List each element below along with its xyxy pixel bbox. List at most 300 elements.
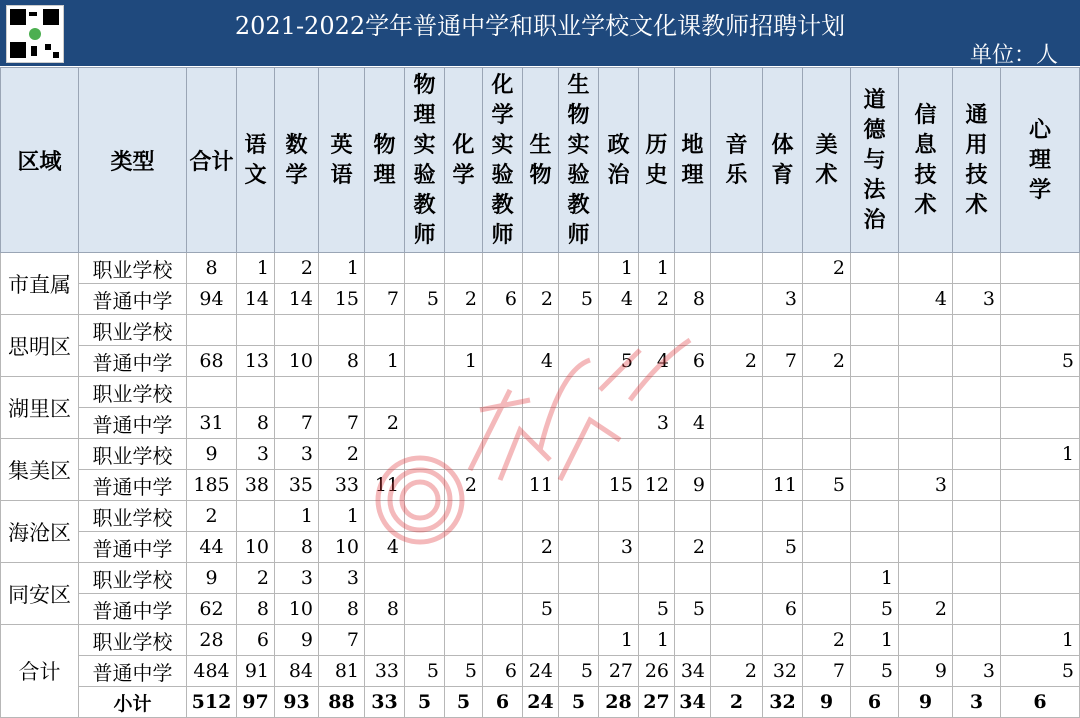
value-cell: [899, 439, 953, 470]
type-cell: 普通中学: [79, 346, 187, 377]
value-cell: [483, 253, 523, 284]
value-cell: [445, 315, 483, 346]
value-cell: 2: [275, 253, 319, 284]
value-cell: [599, 315, 639, 346]
value-cell: 27: [599, 656, 639, 687]
value-cell: [763, 377, 803, 408]
subtotal-value: 5: [559, 687, 599, 718]
value-cell: 81: [319, 656, 365, 687]
value-cell: 11: [365, 470, 405, 501]
value-cell: [1001, 315, 1080, 346]
type-cell: 职业学校: [79, 377, 187, 408]
value-cell: [763, 501, 803, 532]
table-row: [1, 253, 1080, 284]
value-cell: [559, 594, 599, 625]
table-header-row: [1, 68, 1080, 253]
subtotal-value: 9: [899, 687, 953, 718]
table-row: [1, 501, 1080, 532]
value-cell: 4: [523, 346, 559, 377]
subtotal-value: 6: [483, 687, 523, 718]
value-cell: [675, 563, 711, 594]
value-cell: [675, 377, 711, 408]
value-cell: [803, 594, 851, 625]
value-cell: [899, 315, 953, 346]
value-cell: 2: [523, 284, 559, 315]
table-row: [1, 563, 1080, 594]
value-cell: [445, 377, 483, 408]
subtotal-value: 5: [405, 687, 445, 718]
value-cell: 11: [523, 470, 559, 501]
header-subject: 生物: [523, 68, 559, 253]
value-cell: [1001, 253, 1080, 284]
subtotal-value: 33: [365, 687, 405, 718]
value-cell: 1: [639, 625, 675, 656]
value-cell: 10: [275, 346, 319, 377]
value-cell: 6: [675, 346, 711, 377]
value-cell: [675, 439, 711, 470]
value-cell: [899, 346, 953, 377]
value-cell: 9: [899, 656, 953, 687]
value-cell: [675, 625, 711, 656]
value-cell: [365, 501, 405, 532]
header-subject: 生物实验教师: [559, 68, 599, 253]
value-cell: [1001, 594, 1080, 625]
type-cell: 职业学校: [79, 439, 187, 470]
qr-code-icon[interactable]: [6, 5, 64, 63]
title-bar: [0, 0, 1080, 66]
value-cell: 33: [365, 656, 405, 687]
value-cell: [599, 563, 639, 594]
subtotal-value: 93: [275, 687, 319, 718]
value-cell: 7: [803, 656, 851, 687]
type-cell: 职业学校: [79, 501, 187, 532]
value-cell: 11: [763, 470, 803, 501]
header-subject: 物理: [365, 68, 405, 253]
subtotal-value: 2: [711, 687, 763, 718]
value-cell: 1: [365, 346, 405, 377]
value-cell: 8: [675, 284, 711, 315]
value-cell: [523, 563, 559, 594]
value-cell: [851, 315, 899, 346]
value-cell: [803, 408, 851, 439]
table-row: [1, 439, 1080, 470]
value-cell: [953, 346, 1001, 377]
header-region: 区域: [1, 68, 79, 253]
value-cell: [953, 625, 1001, 656]
value-cell: 2: [899, 594, 953, 625]
value-cell: 1: [275, 501, 319, 532]
total-cell: 9: [187, 563, 237, 594]
value-cell: 4: [639, 346, 675, 377]
value-cell: [639, 377, 675, 408]
header-subject: 音乐: [711, 68, 763, 253]
value-cell: [711, 439, 763, 470]
value-cell: [851, 470, 899, 501]
value-cell: 8: [319, 346, 365, 377]
total-cell: 44: [187, 532, 237, 563]
value-cell: 5: [405, 284, 445, 315]
value-cell: [405, 625, 445, 656]
value-cell: [483, 594, 523, 625]
value-cell: [405, 315, 445, 346]
subtotal-value: 6: [1001, 687, 1080, 718]
value-cell: [559, 563, 599, 594]
header-subject: 美术: [803, 68, 851, 253]
value-cell: [559, 346, 599, 377]
value-cell: 3: [953, 656, 1001, 687]
value-cell: [365, 315, 405, 346]
value-cell: [559, 315, 599, 346]
value-cell: 34: [675, 656, 711, 687]
value-cell: 8: [319, 594, 365, 625]
value-cell: [851, 284, 899, 315]
value-cell: [711, 284, 763, 315]
total-cell: [187, 377, 237, 408]
type-cell: 普通中学: [79, 284, 187, 315]
value-cell: 5: [1001, 656, 1080, 687]
unit-label: 单位：人: [969, 43, 1058, 68]
total-cell: 8: [187, 253, 237, 284]
value-cell: 5: [559, 284, 599, 315]
value-cell: [763, 625, 803, 656]
value-cell: 3: [275, 439, 319, 470]
value-cell: [599, 408, 639, 439]
region-cell: 思明区: [1, 315, 79, 377]
value-cell: [711, 470, 763, 501]
value-cell: [445, 594, 483, 625]
value-cell: [899, 377, 953, 408]
value-cell: 12: [639, 470, 675, 501]
value-cell: [523, 377, 559, 408]
value-cell: 2: [319, 439, 365, 470]
value-cell: 3: [639, 408, 675, 439]
header-subject: 英语: [319, 68, 365, 253]
value-cell: [953, 408, 1001, 439]
value-cell: [405, 439, 445, 470]
value-cell: [1001, 377, 1080, 408]
type-cell: 普通中学: [79, 656, 187, 687]
subtotal-value: 88: [319, 687, 365, 718]
table-row: [1, 284, 1080, 315]
value-cell: [953, 594, 1001, 625]
value-cell: 5: [763, 532, 803, 563]
value-cell: 3: [599, 532, 639, 563]
value-cell: [365, 625, 405, 656]
value-cell: [953, 532, 1001, 563]
type-cell: 职业学校: [79, 315, 187, 346]
type-cell: 职业学校: [79, 253, 187, 284]
value-cell: 24: [523, 656, 559, 687]
value-cell: 2: [237, 563, 275, 594]
value-cell: 8: [275, 532, 319, 563]
value-cell: [559, 377, 599, 408]
value-cell: [711, 501, 763, 532]
value-cell: [237, 501, 275, 532]
value-cell: 2: [711, 346, 763, 377]
subtotal-value: 24: [523, 687, 559, 718]
value-cell: 1: [851, 563, 899, 594]
value-cell: [763, 408, 803, 439]
value-cell: [405, 346, 445, 377]
type-cell: 普通中学: [79, 470, 187, 501]
value-cell: [899, 501, 953, 532]
total-cell: 62: [187, 594, 237, 625]
value-cell: 2: [639, 284, 675, 315]
subtotal-row: [1, 687, 1080, 718]
table-row: [1, 470, 1080, 501]
subtotal-value: 3: [953, 687, 1001, 718]
value-cell: [899, 563, 953, 594]
value-cell: [803, 563, 851, 594]
value-cell: 7: [365, 284, 405, 315]
value-cell: 4: [365, 532, 405, 563]
header-subject: 政治: [599, 68, 639, 253]
table-row: [1, 315, 1080, 346]
value-cell: [675, 253, 711, 284]
value-cell: [851, 346, 899, 377]
value-cell: 1: [639, 253, 675, 284]
value-cell: 2: [711, 656, 763, 687]
type-cell: 普通中学: [79, 594, 187, 625]
value-cell: 6: [483, 284, 523, 315]
value-cell: [405, 253, 445, 284]
value-cell: [319, 315, 365, 346]
value-cell: [483, 501, 523, 532]
value-cell: 6: [763, 594, 803, 625]
value-cell: 3: [319, 563, 365, 594]
value-cell: [523, 501, 559, 532]
value-cell: [1001, 563, 1080, 594]
value-cell: [711, 377, 763, 408]
value-cell: [559, 408, 599, 439]
value-cell: [405, 408, 445, 439]
value-cell: [1001, 470, 1080, 501]
subtotal-value: 27: [639, 687, 675, 718]
value-cell: 10: [275, 594, 319, 625]
value-cell: [899, 625, 953, 656]
value-cell: 5: [599, 346, 639, 377]
value-cell: [445, 563, 483, 594]
value-cell: 10: [237, 532, 275, 563]
type-cell: 职业学校: [79, 563, 187, 594]
total-cell: 68: [187, 346, 237, 377]
value-cell: 9: [675, 470, 711, 501]
value-cell: 4: [675, 408, 711, 439]
value-cell: [365, 253, 405, 284]
header-subject: 物理实验教师: [405, 68, 445, 253]
subtotal-value: 9: [803, 687, 851, 718]
value-cell: 1: [1001, 625, 1080, 656]
value-cell: [851, 253, 899, 284]
value-cell: [559, 439, 599, 470]
header-subject: 数学: [275, 68, 319, 253]
value-cell: [639, 315, 675, 346]
header-subject: 地理: [675, 68, 711, 253]
value-cell: [851, 532, 899, 563]
value-cell: [445, 408, 483, 439]
value-cell: 3: [275, 563, 319, 594]
page-title: 2021-2022学年普通中学和职业学校文化课教师招聘计划: [234, 12, 846, 40]
value-cell: [1001, 408, 1080, 439]
value-cell: [483, 439, 523, 470]
value-cell: [953, 563, 1001, 594]
value-cell: [599, 439, 639, 470]
value-cell: 3: [953, 284, 1001, 315]
table-row: [1, 408, 1080, 439]
total-cell: 2: [187, 501, 237, 532]
value-cell: [445, 625, 483, 656]
value-cell: [803, 284, 851, 315]
value-cell: [851, 501, 899, 532]
value-cell: 1: [1001, 439, 1080, 470]
value-cell: 1: [319, 501, 365, 532]
value-cell: 15: [319, 284, 365, 315]
value-cell: [445, 253, 483, 284]
recruitment-table: [0, 67, 1080, 718]
value-cell: [899, 408, 953, 439]
value-cell: [365, 439, 405, 470]
value-cell: 4: [899, 284, 953, 315]
subtotal-total: 512: [187, 687, 237, 718]
value-cell: 2: [803, 625, 851, 656]
value-cell: [639, 439, 675, 470]
value-cell: [803, 532, 851, 563]
value-cell: [763, 253, 803, 284]
value-cell: 1: [319, 253, 365, 284]
value-cell: [483, 532, 523, 563]
value-cell: 2: [365, 408, 405, 439]
value-cell: [559, 532, 599, 563]
value-cell: 91: [237, 656, 275, 687]
value-cell: 5: [639, 594, 675, 625]
value-cell: [803, 315, 851, 346]
value-cell: [675, 315, 711, 346]
value-cell: 8: [237, 408, 275, 439]
value-cell: 5: [851, 656, 899, 687]
type-cell: 普通中学: [79, 532, 187, 563]
value-cell: [405, 470, 445, 501]
value-cell: 4: [599, 284, 639, 315]
value-cell: [639, 563, 675, 594]
region-cell: 集美区: [1, 439, 79, 501]
value-cell: [405, 377, 445, 408]
total-cell: 31: [187, 408, 237, 439]
subtotal-label: 小计: [79, 687, 187, 718]
value-cell: 5: [405, 656, 445, 687]
value-cell: [953, 315, 1001, 346]
value-cell: 32: [763, 656, 803, 687]
value-cell: [851, 377, 899, 408]
value-cell: [365, 563, 405, 594]
table-row: [1, 377, 1080, 408]
value-cell: [559, 470, 599, 501]
value-cell: 2: [803, 253, 851, 284]
value-cell: [803, 439, 851, 470]
value-cell: [523, 315, 559, 346]
value-cell: [1001, 284, 1080, 315]
value-cell: [675, 501, 711, 532]
value-cell: [711, 408, 763, 439]
total-cell: 9: [187, 439, 237, 470]
header-subject: 道德与法治: [851, 68, 899, 253]
value-cell: [899, 532, 953, 563]
value-cell: [599, 501, 639, 532]
total-cell: 94: [187, 284, 237, 315]
value-cell: [803, 377, 851, 408]
header-type: 类型: [79, 68, 187, 253]
value-cell: [953, 501, 1001, 532]
value-cell: [711, 594, 763, 625]
value-cell: [599, 377, 639, 408]
value-cell: [523, 253, 559, 284]
value-cell: [639, 532, 675, 563]
value-cell: 2: [675, 532, 711, 563]
header-subject: 化学实验教师: [483, 68, 523, 253]
value-cell: [711, 315, 763, 346]
value-cell: [483, 408, 523, 439]
value-cell: 35: [275, 470, 319, 501]
table-row: [1, 532, 1080, 563]
value-cell: 10: [319, 532, 365, 563]
value-cell: [405, 532, 445, 563]
value-cell: 1: [599, 253, 639, 284]
value-cell: 14: [237, 284, 275, 315]
value-cell: [523, 625, 559, 656]
header-subject: 通用技术: [953, 68, 1001, 253]
header-subject: 历史: [639, 68, 675, 253]
value-cell: [599, 594, 639, 625]
total-cell: [187, 315, 237, 346]
value-cell: [953, 377, 1001, 408]
value-cell: [483, 625, 523, 656]
value-cell: 84: [275, 656, 319, 687]
subtotal-value: 6: [851, 687, 899, 718]
region-cell: 湖里区: [1, 377, 79, 439]
value-cell: [275, 377, 319, 408]
value-cell: [405, 563, 445, 594]
value-cell: 9: [275, 625, 319, 656]
value-cell: [953, 470, 1001, 501]
value-cell: 33: [319, 470, 365, 501]
value-cell: [559, 253, 599, 284]
subtotal-value: 32: [763, 687, 803, 718]
value-cell: 6: [483, 656, 523, 687]
value-cell: 3: [237, 439, 275, 470]
value-cell: [639, 501, 675, 532]
value-cell: [763, 315, 803, 346]
value-cell: [483, 346, 523, 377]
value-cell: [711, 563, 763, 594]
value-cell: [445, 439, 483, 470]
value-cell: 38: [237, 470, 275, 501]
value-cell: [711, 532, 763, 563]
value-cell: 1: [599, 625, 639, 656]
value-cell: 5: [803, 470, 851, 501]
value-cell: [483, 470, 523, 501]
value-cell: 1: [445, 346, 483, 377]
header-subject: 信息技术: [899, 68, 953, 253]
value-cell: [711, 625, 763, 656]
value-cell: 1: [237, 253, 275, 284]
value-cell: [763, 439, 803, 470]
value-cell: [237, 315, 275, 346]
value-cell: [405, 594, 445, 625]
value-cell: 3: [899, 470, 953, 501]
value-cell: [953, 253, 1001, 284]
value-cell: [445, 532, 483, 563]
type-cell: 普通中学: [79, 408, 187, 439]
region-cell: 同安区: [1, 563, 79, 625]
